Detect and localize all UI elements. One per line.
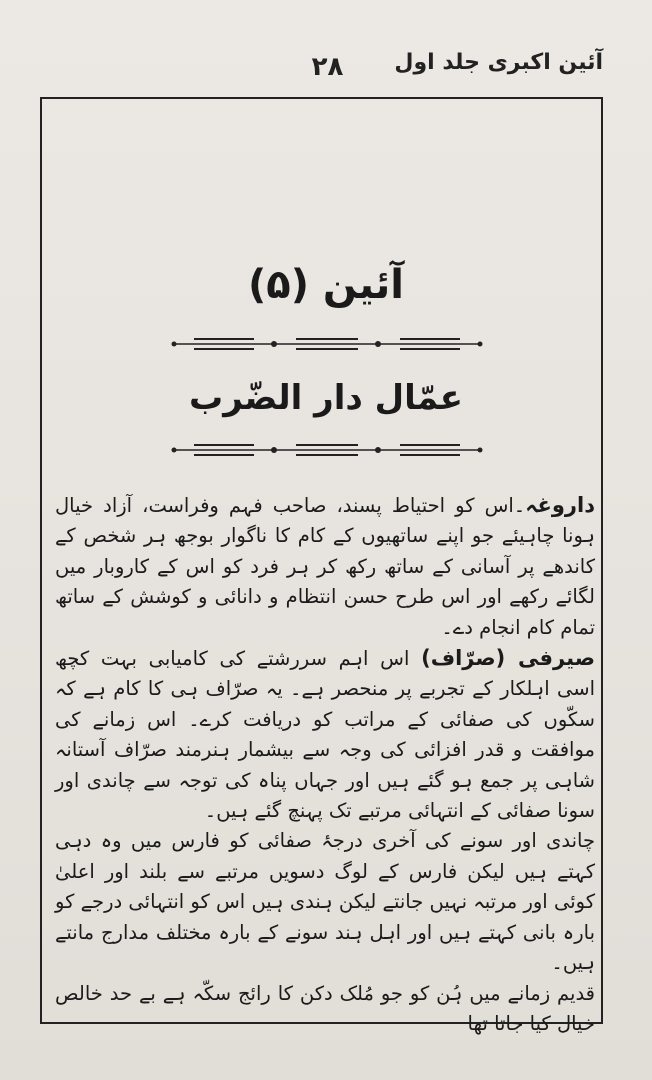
paragraph [55,643,595,826]
paragraph-text: چاندی اور سونے کی آخری درجۂ صفائی کو فارس میں وہ دہی کہتے ہیں لیکن فارس کے لوگ دسویں مرتبے سے بلند اور اعلیٰ کوئی اور مرتبہ نہیں جانتے لیکن ہندی ہیں اس کو انتہائی درجے کو بارہ بانی کہتے ہیں اور اہل ہند سونے کے بارہ مختلف مدارج مانتے ہیں۔ [55,829,595,975]
ornament-divider-top [168,334,486,354]
chapter-title: آئین (۵) [248,262,404,308]
paragraph-text: قدیم زمانے میں ہُن کو جو مُلک دکن کا رائج سکّہ ہے بے حد خالص خیال کیا جاتا تھا [55,981,595,1035]
page-number: ۲۸ [311,52,344,82]
paragraph-term: داروغہ [525,493,595,517]
body-text [55,490,595,1039]
paragraph [55,826,595,978]
paragraph [55,979,595,1040]
paragraph-term: صیرفی (صرّاف) [421,646,595,671]
section-title: عمّال دار الضّرب [189,378,463,418]
running-head: آئین اکبری جلد اول [394,50,603,75]
page-header [40,40,615,86]
ornament-divider-bottom [168,440,486,460]
paragraph-text: ۔اس کو احتیاط پسند، صاحب فہم وفراست، آزاد خیال ہونا چاہیئے جو اپنے ساتھیوں کے کام کا ناگوار بوجھ ہر شخص کے کاندھے پر آسانی کے ساتھ رکھ کر ہر فرد کو اس کے کاروبار میں لگائے رکھے اور اس طرح حسن انتظام و دانائی و کوشش کے ساتھ تمام کام انجام دے۔ [55,494,595,639]
paragraph [55,490,595,643]
paragraph-text: اس اہم سررشتے کی کامیابی بہت کچھ اسی اہلکار کے تجربے پر منحصر ہے۔ یہ صرّاف ہی کا کام ہے کہ سکّوں کی صفائی کے مراتب کو دریافت کرے۔ اس زمانے کی موافقت و قدر افزائی کی وجہ سے بیشمار ہنرمند صرّاف آستانہ شاہی پر جمع ہو گئے ہیں اور جہاں پناہ کی توجہ سے چاندی اور سونا صفائی کے انتہائی مرتبے تک پہنچ گئے ہیں۔ [55,647,595,823]
